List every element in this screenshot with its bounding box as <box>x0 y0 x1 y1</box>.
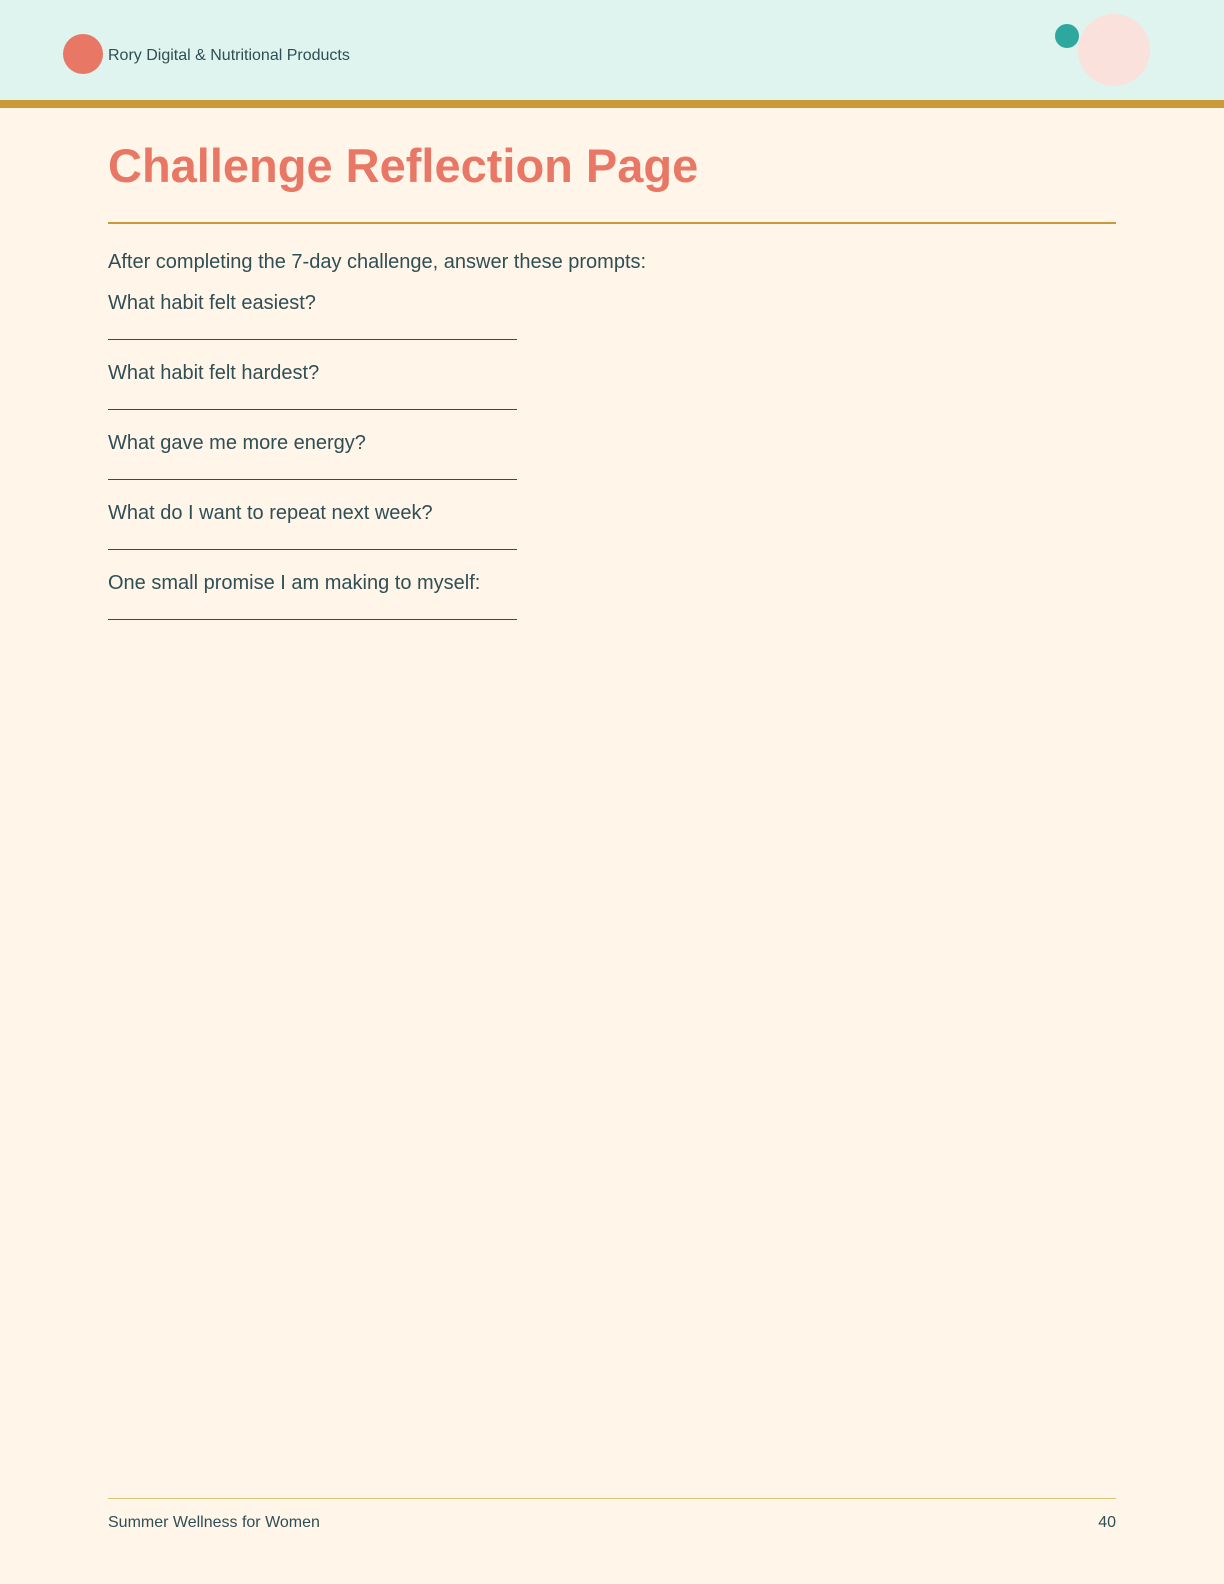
prompt-list <box>108 291 808 641</box>
prompt-item <box>108 431 808 501</box>
brand-logo-dot <box>63 34 103 74</box>
prompt-text: What gave me more energy? <box>108 432 366 454</box>
answer-line[interactable] <box>108 549 517 550</box>
prompt-text: One small promise I am making to myself: <box>108 572 481 594</box>
answer-line[interactable] <box>108 479 517 480</box>
answer-line[interactable] <box>108 409 517 410</box>
footer-divider <box>108 1498 1116 1499</box>
footer-publication-title: Summer Wellness for Women <box>108 1514 320 1531</box>
answer-line[interactable] <box>108 619 517 620</box>
prompt-item <box>108 291 808 361</box>
prompt-item <box>108 501 808 571</box>
page-header <box>0 0 1224 100</box>
title-divider <box>108 222 1116 224</box>
answer-line[interactable] <box>108 339 517 340</box>
prompt-text: What do I want to repeat next week? <box>108 502 433 524</box>
decorative-teal-circle <box>1055 24 1079 48</box>
page-title: Challenge Reflection Page <box>108 139 699 192</box>
header-accent-band <box>0 100 1224 108</box>
prompt-text: What habit felt hardest? <box>108 362 320 384</box>
decorative-pink-circle <box>1078 14 1150 86</box>
intro-text: After completing the 7-day challenge, answer these prompts: <box>108 251 647 273</box>
brand-name: Rory Digital & Nutritional Products <box>108 47 350 64</box>
prompt-item <box>108 571 808 641</box>
page-number: 40 <box>1098 1514 1116 1531</box>
prompt-text: What habit felt easiest? <box>108 292 316 314</box>
prompt-item <box>108 361 808 431</box>
